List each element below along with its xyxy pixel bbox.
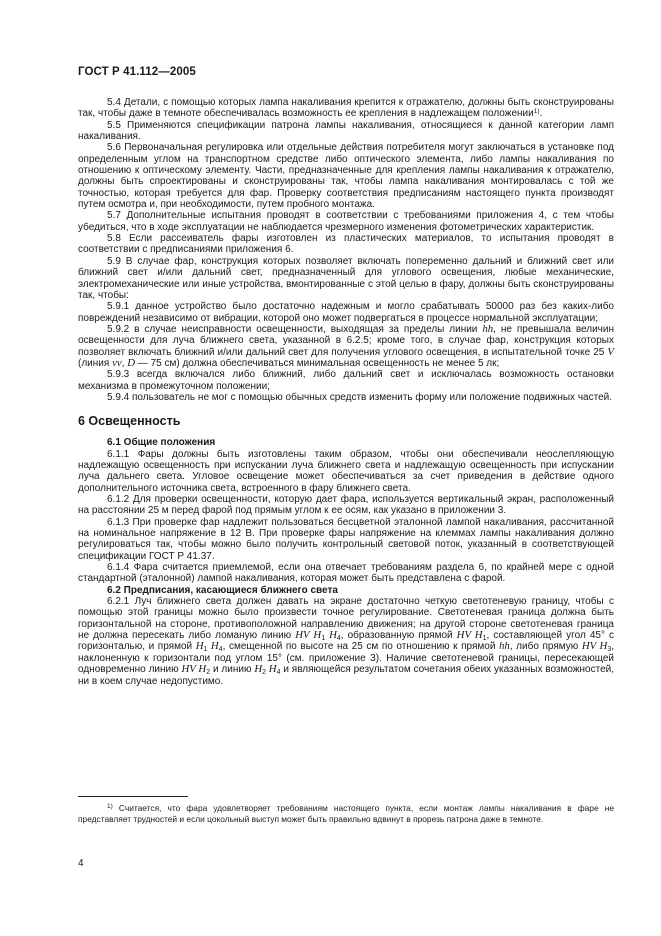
text: , не превышала величин освещенности для луча ближнего света, указанной в 6.2.5; кроме того, в случае фар, конструкция которых позволяет включать ближний и/или дальний свет для получения углового освещения, в испытательной точке 25 [78, 323, 614, 358]
text: 5.9.2 в случае неисправности освещенности, выходящая за пределы линии [107, 323, 483, 335]
section-heading-6: 6 Освещенность [78, 414, 181, 429]
paragraph-5-9-2 [78, 324, 614, 369]
subscript: 4 [218, 646, 223, 654]
text: , образованную прямой [340, 630, 457, 642]
paragraph-text: 5.4 Детали, с помощью которых лампа накаливания крепится к отражателю, должны быть сконструированы так, чтобы даже в темноте обеспечивалась возможность ее крепления в надлежащем положении [78, 97, 614, 120]
text: , либо прямую [509, 641, 582, 653]
subscript: 4 [336, 635, 341, 643]
paragraph-5-7: 5.7 Дополнительные испытания проводят в соответствии с требованиями приложения 4, с тем чтобы убедиться, что в ходе эксплуатации не наблюдается чрезмерного изменения фотометрических характеристик. [78, 210, 614, 233]
text: (линия [78, 357, 113, 369]
document-body [78, 97, 614, 687]
math: HV H [581, 640, 608, 653]
text: — 75 см) должна обеспечиваться минимальная освещенность не менее 5 лк; [135, 357, 500, 369]
document-header: ГОСТ Р 41.112—2005 [78, 66, 196, 78]
math-vv: vv [112, 356, 122, 369]
page-number: 4 [78, 858, 84, 869]
paragraph-5-9: 5.9 В случае фар, конструкция которых позволяет включать попеременно дальний и ближний свет или ближний свет и/или дальний свет, предназначенный для углового освещения, любые механические, электромеханические или иные устройства, вмонтированные с этой целью в фару, должны быть сконструированы так, чтобы: [78, 255, 614, 301]
paragraph-5-9-4: 5.9.4 пользователь не мог с помощью обычных средств изменить форму или положение подвижных частей. [107, 391, 613, 403]
subscript: 1 [321, 635, 326, 643]
subscript: 2 [262, 669, 267, 677]
paragraph-6-1-4: 6.1.4 Фара считается приемлемой, если она отвечает требованиям раздела 6, по крайней мере с одной стандартной (эталонной) лампой накаливания, которая может быть представлена с фарой. [78, 562, 614, 585]
paragraph-5-8: 5.8 Если рассеиватель фары изготовлен из пластических материалов, то испытания проводят в соответствии с предписаниями приложения 6. [78, 233, 614, 256]
subscript: 1 [203, 646, 208, 654]
paragraph-5-6: 5.6 Первоначальная регулировка или отдельные действия потребителя могут заключаться в установке под определенным углом на транспортном средстве либо оптического элемента, либо лампы накаливания по отношению к оптическому элементу. Части, предназначенные для крепления лампы накаливания к отражателю, должны быть спроектированы и сконструированы так, чтобы лампа накаливания монтировалась с той же точностью, которая требуется для фар. Проверку соответствия предписаниям настоящего пункта производят путем осмотра и, при необходимости, путем пробного монтажа. [78, 142, 614, 211]
text: , составляющей угол 45° с горизонталью, и прямой [78, 630, 614, 653]
math: H [207, 640, 219, 653]
subsection-heading-6-2: 6.2 Предписания, касающиеся ближнего света [107, 584, 338, 596]
footnote [78, 803, 614, 824]
subscript: 3 [607, 646, 612, 654]
text: , [121, 357, 128, 369]
paragraph-5-9-3: 5.9.3 всегда включался либо ближний, либо дальний свет и исключалась возможность остановки механизма в промежуточном положении; [78, 369, 614, 392]
math: HV H [181, 663, 207, 676]
paragraph-5-5: 5.5 Применяются спецификации патрона лампы накаливания, относящиеся к данной категории ламп накаливания. [78, 119, 614, 143]
footnote-text: Считается, что фара удовлетворяет требованиям настоящего пункта, если монтаж лампы накаливания в фаре не представляет трудностей и если цокольный выступ может быть правильно вдвинут в прорезь патрона даже в темноте. [78, 803, 614, 824]
footnote-ref: 1) [533, 108, 540, 116]
paragraph-6-1-3: 6.1.3 При проверке фар надлежит пользоваться бесцветной эталонной лампой накаливания, рассчитанной на номинальное напряжение в 12 В. При проверке фары напряжение на клеммах лампы накаливания должно регулироваться так, чтобы можно было получить контрольный световой поток, указанный в соответствующей спецификации ГОСТ Р 41.37. [78, 516, 614, 562]
math-hh: hh [482, 322, 494, 335]
math: HV H [295, 629, 322, 642]
footnote-mark: 1) [107, 803, 113, 810]
text: и являющейся результатом сочетания обеих указанных возможностей, ни в коем случае недопустимо. [78, 664, 615, 687]
math: HV H [456, 629, 483, 642]
text: 6.2.1 Луч ближнего света должен давать на экране достаточно четкую светотеневую границу, чтобы с помощью этой границы можно было произвести точное регулирование. Светотеневая граница должна быть горизонтальной на стороне, противоположной направлению движения; на другой стороне светотеневая граница не должна пересекать либо ломаную линию [78, 596, 614, 642]
math: hh [499, 640, 510, 653]
text: , наклоненную к горизонтали под углом 15° (см. приложение 3). Наличие светотеневой границы, пересекающей одновременно линию [78, 641, 615, 676]
text: и линию [210, 664, 255, 676]
math-v: V [607, 345, 614, 358]
paragraph-6-1-2: 6.1.2 Для проверки освещенности, которую дает фара, используется вертикальный экран, расположенный на расстоянии 25 м перед фарой под прямым углом к ее осям, как указано в приложении 3. [78, 494, 614, 517]
footnote-divider [78, 796, 188, 797]
math: H [254, 663, 263, 676]
paragraph-6-1-1: 6.1.1 Фары должны быть изготовлены таким образом, чтобы они обеспечивали неослепляющую надлежащую освещенность при испускании луча ближнего света и надлежащую освещенность при испускании луча дальнего света. Угловое освещение может обеспечиваться за счет приведения в действие одного дополнительного источника света, встроенного в фару ближнего света. [78, 448, 614, 494]
math: H [325, 629, 337, 642]
subsection-heading-6-1: 6.1 Общие положения [107, 437, 216, 449]
subscript: 2 [206, 669, 211, 677]
math: H [266, 663, 277, 676]
paragraph-5-4 [78, 97, 614, 120]
subscript: 4 [276, 669, 281, 677]
math-d: D [127, 356, 136, 369]
paragraph-end: . [539, 108, 543, 120]
math: H [195, 640, 204, 653]
subscript: 1 [482, 635, 487, 643]
paragraph-5-9-1: 5.9.1 данное устройство было достаточно надежным и могло срабатывать 50000 раз без каких-либо повреждений независимо от вибрации, которой оно может подвергаться в процессе нормальной эксплуатации; [78, 301, 614, 324]
text: , смещенной по высоте на 25 см по отношению к прямой [222, 641, 500, 653]
paragraph-6-2-1 [78, 596, 614, 687]
